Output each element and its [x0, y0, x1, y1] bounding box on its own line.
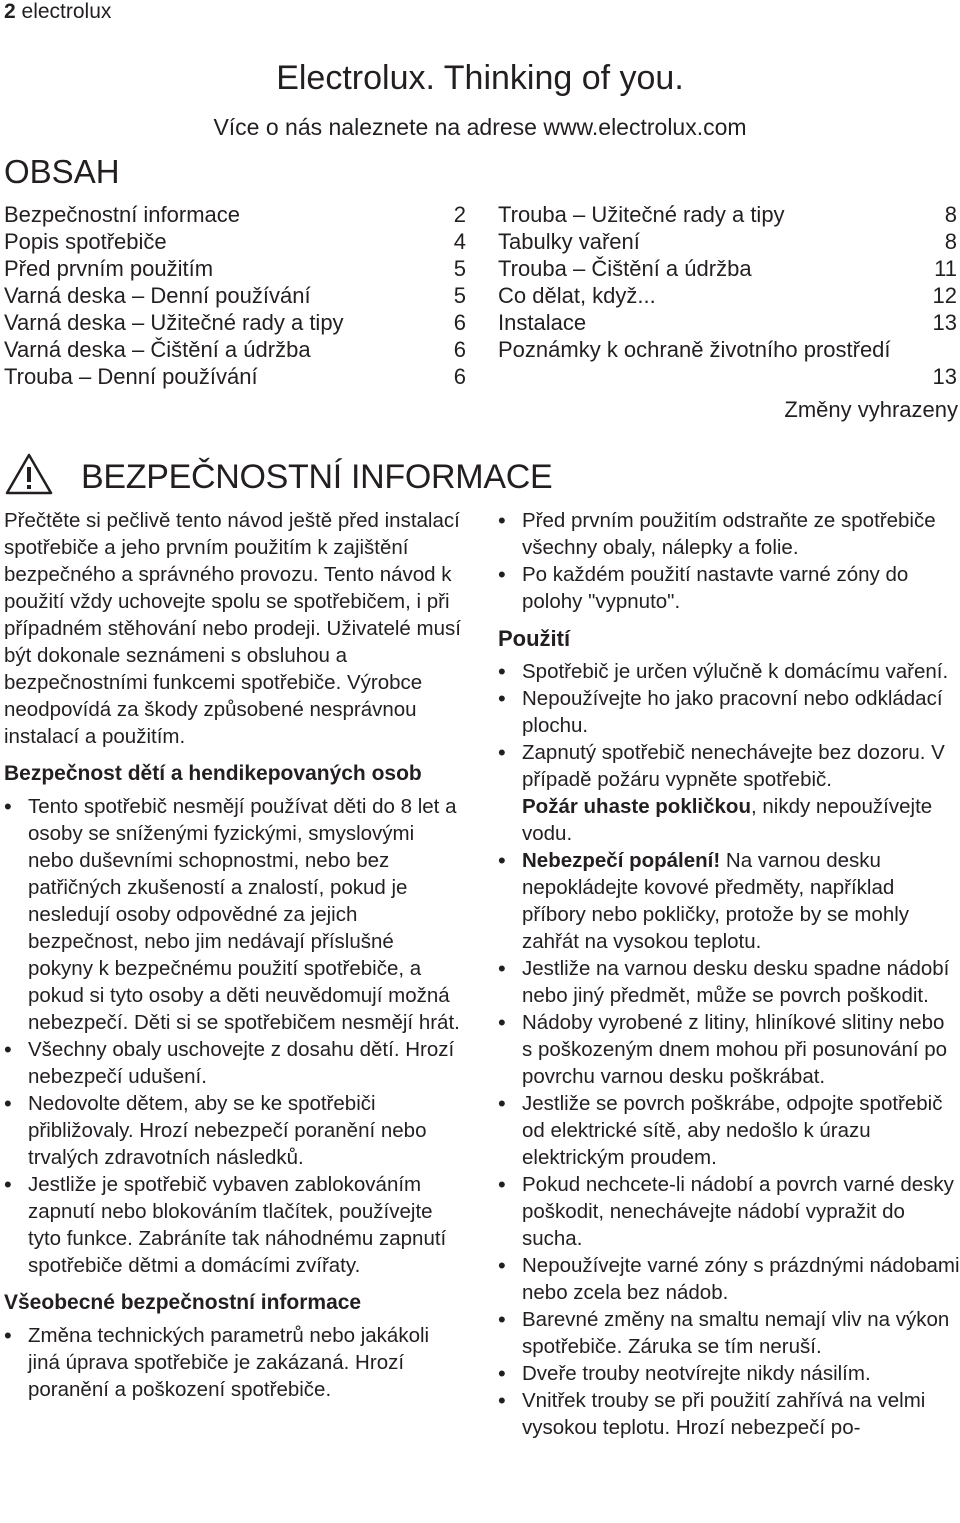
list-item: • Nedovolte dětem, aby se ke spotřebiči přibližovaly. Hrozí nebezpečí poranění nebo trvalých zdravotních následků.: [4, 1090, 464, 1171]
toc-entry[interactable]: [498, 336, 957, 363]
toc-entry-label: Před prvním použitím: [4, 256, 214, 281]
list-item: [498, 793, 960, 847]
toc-entry-page: 6: [453, 364, 466, 389]
burn-warning-text: Na varnou desku nepokládejte kovové předměty, například příbory nebo pokličky, protože by se mohly zahřát na vysokou teplotu.: [522, 849, 910, 953]
children-safety-heading: Bezpečnost dětí a hendikepovaných osob: [4, 762, 422, 785]
toc-entry-label: Varná deska – Čištění a údržba: [4, 337, 311, 362]
toc-entry-page: 2: [453, 202, 466, 227]
list-item: • Změna technických parametrů nebo jakákoli jiná úprava spotřebiče je zakázaná. Hrozí poranění a poškození spotřebiče.: [4, 1322, 464, 1403]
page-number: 2: [4, 0, 16, 23]
toc-entry-label: Trouba – Denní používání: [4, 364, 258, 389]
use-heading: Použití: [498, 626, 571, 651]
children-safety-list: [4, 793, 464, 1279]
toc-entry-page: 8: [944, 229, 957, 254]
toc-entry[interactable]: [498, 228, 957, 255]
toc-entry-label: Trouba – Čištění a údržba: [498, 256, 752, 281]
list-item: • Vnitřek trouby se při použití zahřívá na velmi vysokou teplotu. Hrozí nebezpečí po-: [498, 1387, 960, 1441]
list-item: • Všechny obaly uschovejte z dosahu dětí. Hrozí nebezpečí udušení.: [4, 1036, 464, 1090]
list-item: • Pokud nechcete-li nádobí a povrch varné desky poškodit, nenechávejte nádobí vypražit do sucha.: [498, 1171, 960, 1252]
toc-entry[interactable]: [4, 282, 466, 309]
toc-entry-page: 8: [944, 202, 957, 227]
list-item: • Spotřebič je určen výlučně k domácímu vaření.: [498, 658, 960, 685]
tagline-title: [0, 58, 960, 98]
list-item: • Jestliže na varnou desku desku spadne nádobí nebo jiný předmět, může se povrch poškodit.: [498, 955, 960, 1009]
tagline-subtitle-text: Více o nás naleznete na adrese www.electrolux.com: [213, 114, 747, 140]
list-item: • Nepoužívejte varné zóny s prázdnými nádobami nebo zcela bez nádob.: [498, 1252, 960, 1306]
toc-entry-page: 6: [453, 310, 466, 335]
intro-paragraph: Přečtěte si pečlivě tento návod ještě před instalací spotřebiče a jeho prvním použitím k zajištění bezpečného a správného provozu. Tento návod k použití vždy uchovejte spolu se spotřebičem, i při případném stěhování nebo prodeji. Uživatelé musí být dokonale seznámeni s obsluhou a bezpečnostními funkcemi spotřebiče. Výrobce neodpovídá za škody způsobené nesprávnou instalací a použitím.: [4, 509, 461, 748]
toc-entry-label: Tabulky vaření: [498, 229, 640, 254]
preparation-list: [498, 507, 960, 615]
list-item: • Dveře trouby neotvírejte nikdy násilím.: [498, 1360, 960, 1387]
toc-entry[interactable]: [4, 336, 466, 363]
toc-entry[interactable]: [498, 309, 957, 336]
use-list-continued: [498, 955, 960, 1441]
toc-entry[interactable]: [4, 228, 466, 255]
fire-warning-text: , nikdy nepoužívejte vodu.: [522, 795, 933, 845]
tagline-title-text: Electrolux. Thinking of you.: [276, 59, 684, 97]
list-item: • Tento spotřebič nesmějí používat děti do 8 let a osoby se sníženými fyzickými, smyslovými nebo duševními schopnostmi, nebo bez patřičných zkušeností a znalostí, pokud je nesledují osoby odpovědné za jejich bezpečnost, nebo jim nedávají příslušné pokyny k bezpečnému použití spotřebiče, a pokud si tyto osoby a děti neuvědomují možná nebezpečí. Děti si se spotřebičem nesmějí hrát.: [4, 793, 464, 1036]
toc-left-column: [4, 201, 466, 390]
list-item: • Po každém použití nastavte varné zóny do polohy "vypnuto".: [498, 561, 960, 615]
page-header: [4, 0, 111, 24]
toc-entry-label: Poznámky k ochraně životního prostředí: [498, 337, 891, 362]
list-item: • Jestliže je spotřebič vybaven zablokováním zapnutí nebo blokováním tlačítek, používejte tyto funkce. Zabráníte tak náhodnému zapnutí spotřebiče dětmi a domácími zvířaty.: [4, 1171, 464, 1279]
fire-warning-bold: Požár uhaste pokličkou: [522, 795, 751, 818]
toc-entry-page: 5: [453, 283, 466, 308]
toc-entry[interactable]: [4, 255, 466, 282]
general-safety-list: [4, 1322, 464, 1403]
toc-entry[interactable]: [4, 363, 466, 390]
left-text-column: [4, 507, 464, 1403]
toc-entry-label: Popis spotřebiče: [4, 229, 167, 254]
toc-entry-label: Varná deska – Užitečné rady a tipy: [4, 310, 344, 335]
toc-entry[interactable]: [498, 363, 957, 390]
toc-entry-page: 5: [453, 256, 466, 281]
brand-name: electrolux: [21, 0, 112, 23]
list-item: • Před prvním použitím odstraňte ze spotřebiče všechny obaly, nálepky a folie.: [498, 507, 960, 561]
general-safety-heading: Všeobecné bezpečnostní informace: [4, 1291, 362, 1314]
list-item: • Nádoby vyrobené z litiny, hliníkové slitiny nebo s poškozeným dnem mohou při posunování po povrchu varnou desku poškrábat.: [498, 1009, 960, 1090]
use-list: [498, 658, 960, 793]
section-title: BEZPEČNOSTNÍ INFORMACE: [81, 458, 553, 496]
toc-entry-label: Varná deska – Denní používání: [4, 283, 311, 308]
list-item: • Nepoužívejte ho jako pracovní nebo odkládací plochu.: [498, 685, 960, 739]
tagline-subtitle: [0, 113, 960, 141]
toc-entry-label: Trouba – Užitečné rady a tipy: [498, 202, 785, 227]
warning-triangle-icon: [4, 452, 54, 496]
toc-right-column: [498, 201, 957, 390]
toc-entry-page: 11: [934, 256, 957, 281]
toc-entry-page: 6: [453, 337, 466, 362]
list-item: • Jestliže se povrch poškrábe, odpojte spotřebič od elektrické sítě, aby nedošlo k úrazu elektrickým proudem.: [498, 1090, 960, 1171]
list-item: • Zapnutý spotřebič nenechávejte bez dozoru. V případě požáru vypněte spotřebič.: [498, 739, 960, 793]
toc-entry-label: Co dělat, když...: [498, 283, 656, 308]
list-item: • Barevné změny na smaltu nemají vliv na výkon spotřebiče. Záruka se tím neruší.: [498, 1306, 960, 1360]
contents-heading: OBSAH: [4, 153, 120, 190]
changes-reserved-note: Změny vyhrazeny: [784, 397, 958, 422]
toc-entry-label: Instalace: [498, 310, 587, 335]
toc-entry-label: Bezpečnostní informace: [4, 202, 241, 227]
right-text-column: [498, 507, 960, 1441]
toc-entry[interactable]: [498, 201, 957, 228]
toc-entry-page: 13: [932, 310, 957, 335]
toc-entry-page: 12: [932, 283, 957, 308]
toc-entry[interactable]: [4, 201, 466, 228]
toc-entry-page: 13: [932, 364, 957, 389]
toc-entry[interactable]: [4, 309, 466, 336]
toc-entry[interactable]: [498, 255, 957, 282]
toc-entry-page: 4: [453, 229, 466, 254]
list-item: [498, 847, 960, 955]
toc-entry[interactable]: [498, 282, 957, 309]
burn-warning-bold: Nebezpečí popálení!: [522, 849, 721, 872]
